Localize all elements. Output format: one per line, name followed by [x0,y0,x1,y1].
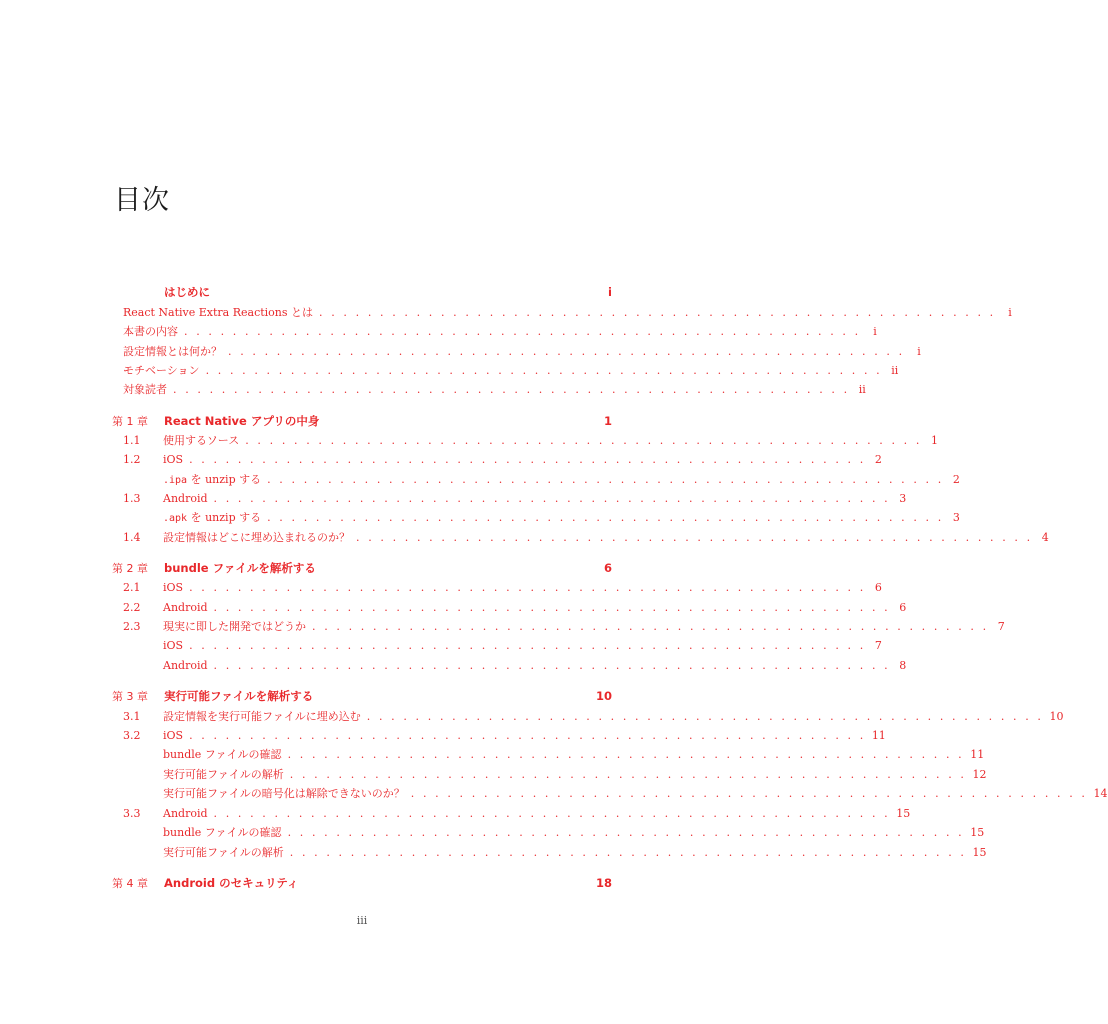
toc-entry-title: 現実に即した開発ではどうか [163,620,306,633]
toc-entry-page: 1 [930,433,938,447]
toc-entry-title: 使用するソース [163,434,240,447]
toc-section-entry[interactable] [112,450,882,468]
toc-entry-title: bundle ファイルを解析する [164,561,316,575]
toc-entry-title: iOS [163,638,184,652]
toc-entry-title: Android [163,600,208,614]
toc-entry-number: 2.3 [123,619,141,633]
toc-entry-number: 1.2 [123,452,141,466]
toc-section-entry[interactable] [112,823,985,841]
toc-entry-number: 第 2 章 [112,562,148,575]
toc-entry-title: 設定情報はどこに埋め込まれるのか？ [163,531,350,544]
toc-entry-title: bundle ファイルの確認 [163,748,282,761]
toc-entry-page: 3 [952,510,960,524]
toc-section-entry[interactable] [112,843,987,861]
toc-leader-dots: . . . . . . . . . . . . . . . . . . . . . . . . . . . . . . . . . . . . . . . . . . . . . . . . . . . . . . . . [267,472,944,486]
toc-section-entry[interactable] [112,598,907,616]
toc-entry-title: 設定情報を実行可能ファイルに埋め込む [163,710,361,723]
toc-chapter-entry[interactable] [112,412,612,430]
toc-leader-dots: . . . . . . . . . . . . . . . . . . . . . . . . . . . . . . . . . . . . . . . . . . . . . . . . . . . . . . . . [312,619,989,633]
toc-entry-page: 4 [1041,530,1049,544]
toc-entry-page: i [917,344,921,358]
toc-entry-title: 対象読者 [123,383,167,396]
toc-entry-number: 2.2 [123,600,141,614]
toc-section-entry[interactable] [112,342,921,360]
toc-chapter-entry[interactable] [112,283,612,301]
toc-leader-dots: . . . . . . . . . . . . . . . . . . . . . . . . . . . . . . . . . . . . . . . . . . . . . . . . . . . . . . . . [205,363,883,377]
toc-entry-title: 実行可能ファイルの解析 [163,846,284,859]
toc-chapter-entry[interactable] [112,687,612,705]
toc-entry-page: ii [858,382,866,396]
toc-entry-number: 第 1 章 [112,415,148,428]
toc-leader-dots: . . . . . . . . . . . . . . . . . . . . . . . . . . . . . . . . . . . . . . . . . . . . . . . . . . . . . . . . [213,658,891,672]
toc-entry-page: i [608,285,612,299]
toc-entry-title: 実行可能ファイルを解析する [164,689,314,703]
toc-entry-page: 2 [952,472,960,486]
toc-section-entry[interactable] [112,361,899,379]
toc-entry-title: はじめに [164,285,210,299]
toc-entry-number: 第 3 章 [112,690,148,703]
toc-section-entry[interactable] [112,303,1012,321]
toc-leader-dots: . . . . . . . . . . . . . . . . . . . . . . . . . . . . . . . . . . . . . . . . . . . . . . . . . . . . . . . . [319,305,996,319]
toc-entry-title: 設定情報とは何か？ [123,345,222,358]
toc-entry-title: 本書の内容 [123,325,178,338]
toc-entry-number: 第 4 章 [112,877,148,890]
toc-section-entry[interactable] [112,380,866,398]
toc-leader-dots: . . . . . . . . . . . . . . . . . . . . . . . . . . . . . . . . . . . . . . . . . . . . . . . . . . . . . . . . [245,433,922,447]
toc-entry-number: 1.4 [123,530,141,544]
toc-section-entry[interactable] [112,765,987,783]
toc-entry-title: Android [163,806,208,820]
toc-entry-title: bundle ファイルの確認 [163,826,282,839]
toc-entry-title: React Native Extra Reactions とは [123,306,314,319]
toc-leader-dots: . . . . . . . . . . . . . . . . . . . . . . . . . . . . . . . . . . . . . . . . . . . . . . . . . . . . . . . . [287,825,965,839]
toc-entry-page: 6 [603,561,612,575]
toc-leader-dots: . . . . . . . . . . . . . . . . . . . . . . . . . . . . . . . . . . . . . . . . . . . . . . . . . . . . . . . . [189,580,866,594]
toc-entry-page: 15 [970,825,985,839]
toc-entry-page: 18 [595,876,612,890]
toc-entry-title: iOS [163,728,184,742]
toc-entry-number: 1.1 [123,433,141,447]
page-number-footer: iii [356,914,368,927]
toc-section-entry[interactable] [112,784,1108,802]
toc-entry-number: 1.3 [123,491,141,505]
toc-entry-page: 11 [970,747,985,761]
toc-section-entry[interactable] [112,489,907,507]
toc-entry-title: Android [163,491,208,505]
toc-leader-dots: . . . . . . . . . . . . . . . . . . . . . . . . . . . . . . . . . . . . . . . . . . . . . . . . . . . . . . . . [267,510,944,524]
toc-entry-page: 2 [874,452,882,466]
toc-entry-page: 15 [896,806,911,820]
toc-entry-title: React Native アプリの中身 [164,414,320,428]
toc-section-entry[interactable] [112,726,886,744]
toc-entry-page: 7 [874,638,882,652]
toc-entry-page: 10 [1049,709,1064,723]
toc-entry-page: 1 [603,414,612,428]
toc-leader-dots: . . . . . . . . . . . . . . . . . . . . . . . . . . . . . . . . . . . . . . . . . . . . . . . . . . . . . . . . [289,767,967,781]
toc-entry-title: 実行可能ファイルの暗号化は解除できないのか？ [163,787,405,800]
toc-entry-title: 実行可能ファイルの解析 [163,768,284,781]
toc-entry-title: iOS [163,580,184,594]
toc-entry-page: 6 [874,580,882,594]
toc-entry-page: 10 [595,689,612,703]
toc-entry-title: .apk を unzip する [163,511,262,524]
toc-leader-dots: . . . . . . . . . . . . . . . . . . . . . . . . . . . . . . . . . . . . . . . . . . . . . . . . . . . . . . . . [366,709,1044,723]
toc-entry-number: 3.2 [123,728,141,742]
toc-section-entry[interactable] [112,470,960,488]
toc-entry-title: .ipa を unzip する [163,473,262,486]
toc-leader-dots: . . . . . . . . . . . . . . . . . . . . . . . . . . . . . . . . . . . . . . . . . . . . . . . . . . . . . . . . [410,786,1088,800]
toc-entry-page: 3 [899,491,907,505]
toc-entry-number: 3.1 [123,709,141,723]
toc-section-entry[interactable] [112,431,938,449]
toc-entry-page: 8 [899,658,907,672]
toc-chapter-entry[interactable] [112,874,612,892]
toc-leader-dots: . . . . . . . . . . . . . . . . . . . . . . . . . . . . . . . . . . . . . . . . . . . . . . . . . . . . . . . . [228,344,905,358]
toc-leader-dots: . . . . . . . . . . . . . . . . . . . . . . . . . . . . . . . . . . . . . . . . . . . . . . . . . . . . . . . . [289,845,967,859]
toc-section-entry[interactable] [112,528,1049,546]
toc-entry-page: i [1008,305,1012,319]
toc-entry-number: 3.3 [123,806,141,820]
toc-chapter-entry[interactable] [112,559,612,577]
toc-section-entry[interactable] [112,656,907,674]
toc-section-entry[interactable] [112,322,877,340]
toc-entry-page: 11 [871,728,886,742]
toc-leader-dots: . . . . . . . . . . . . . . . . . . . . . . . . . . . . . . . . . . . . . . . . . . . . . . . . . . . . . . . . [287,747,965,761]
toc-section-entry[interactable] [112,745,985,763]
toc-section-entry[interactable] [112,508,960,526]
toc-leader-dots: . . . . . . . . . . . . . . . . . . . . . . . . . . . . . . . . . . . . . . . . . . . . . . . . . . . . . . . . [213,491,891,505]
toc-section-entry[interactable] [112,636,882,654]
toc-section-entry[interactable] [112,578,882,596]
toc-leader-dots: . . . . . . . . . . . . . . . . . . . . . . . . . . . . . . . . . . . . . . . . . . . . . . . . . . . . . . . . [213,600,891,614]
page-title: 目次 [114,185,170,216]
toc-entry-title: iOS [163,452,184,466]
toc-entry-page: 15 [972,845,987,859]
toc-leader-dots: . . . . . . . . . . . . . . . . . . . . . . . . . . . . . . . . . . . . . . . . . . . . . . . . . . . . . . . . [356,530,1033,544]
toc-leader-dots: . . . . . . . . . . . . . . . . . . . . . . . . . . . . . . . . . . . . . . . . . . . . . . . . . . . . . . . . [189,452,866,466]
toc-entry-number: 2.1 [123,580,141,594]
toc-entry-title: Android のセキュリティ [164,876,299,890]
toc-entry-page: i [873,324,877,338]
toc-entry-title: Android [163,658,208,672]
toc-entry-page: 14 [1093,786,1108,800]
toc-leader-dots: . . . . . . . . . . . . . . . . . . . . . . . . . . . . . . . . . . . . . . . . . . . . . . . . . . . . . . . . [213,806,891,820]
toc-entry-page: 6 [899,600,907,614]
toc-leader-dots: . . . . . . . . . . . . . . . . . . . . . . . . . . . . . . . . . . . . . . . . . . . . . . . . . . . . . . . . [189,728,866,742]
toc-leader-dots: . . . . . . . . . . . . . . . . . . . . . . . . . . . . . . . . . . . . . . . . . . . . . . . . . . . . . . . . [173,382,850,396]
toc-leader-dots: . . . . . . . . . . . . . . . . . . . . . . . . . . . . . . . . . . . . . . . . . . . . . . . . . . . . . . . . [189,638,866,652]
toc-entry-page: 7 [997,619,1005,633]
toc-section-entry[interactable] [112,617,1005,635]
toc-section-entry[interactable] [112,707,1064,725]
toc-entry-title: モチベーション [123,364,200,377]
toc-entry-page: ii [891,363,899,377]
toc-leader-dots: . . . . . . . . . . . . . . . . . . . . . . . . . . . . . . . . . . . . . . . . . . . . . . . . . . . . . . . . [184,324,861,338]
toc-entry-page: 12 [972,767,987,781]
toc-section-entry[interactable] [112,804,911,822]
